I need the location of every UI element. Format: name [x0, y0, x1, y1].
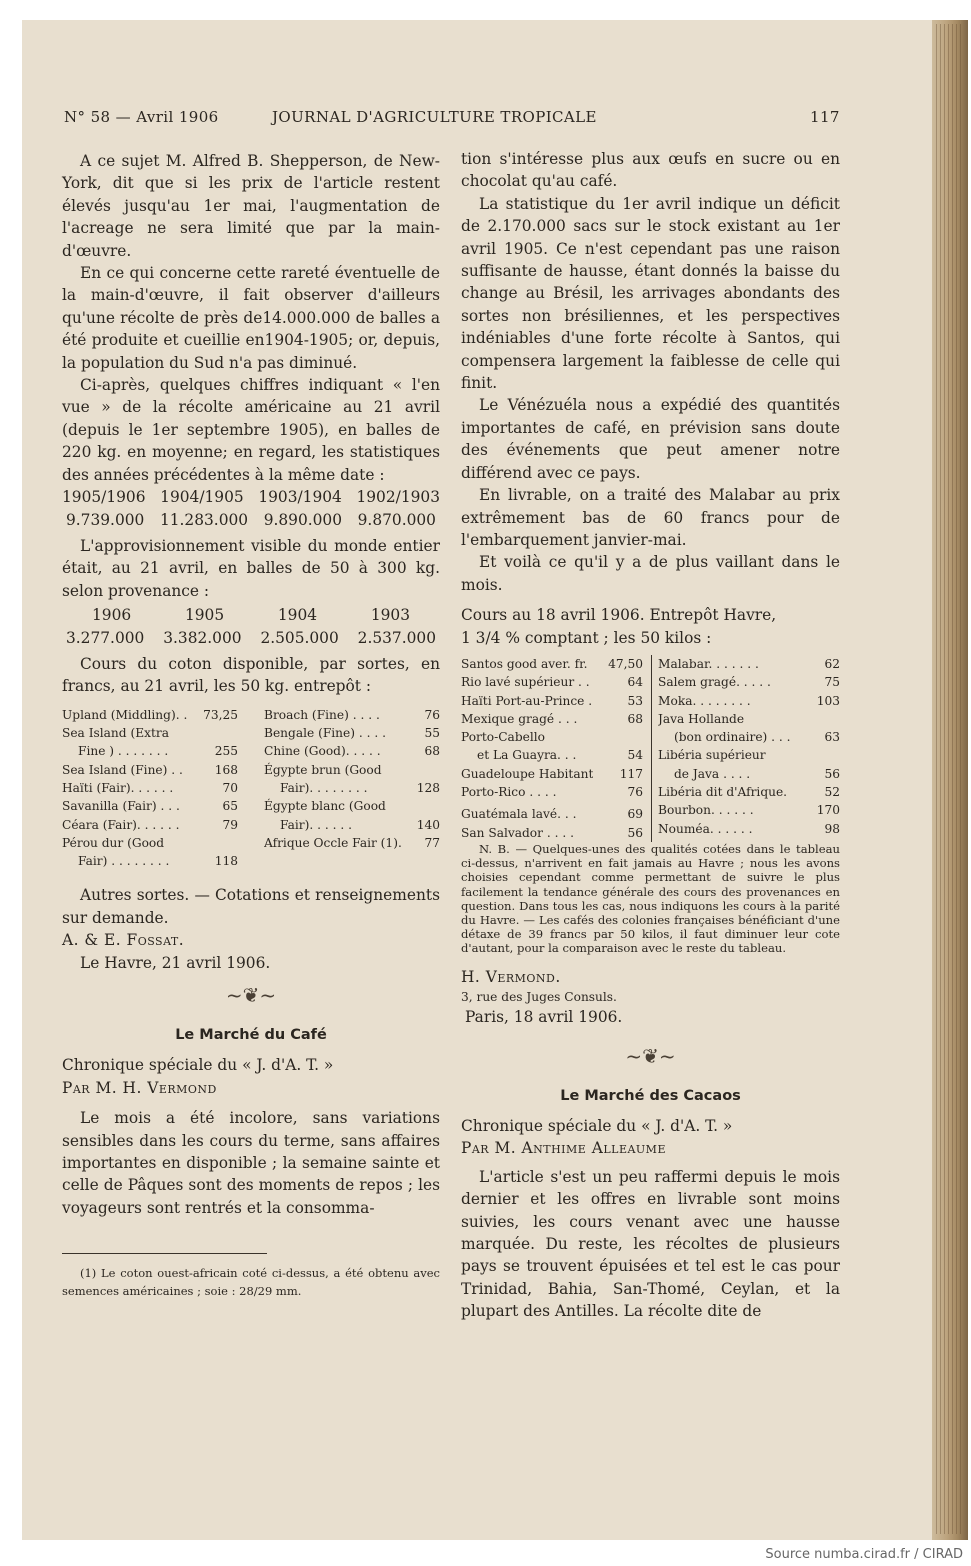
- paragraph: Le mois a été incolore, sans variations sensibles dans les cours du terme, sans affaires importantes en disponible ; la semaine sainte et celle de Pâques sont des moments de repos ; les voyageurs sont rentrés et la consomma-: [62, 1109, 440, 1217]
- table-cell: 63: [824, 730, 840, 745]
- table-cell: 76: [424, 707, 440, 722]
- table-cell: Fair) . . . . . . . .: [78, 854, 170, 869]
- supply-year: 1903: [370, 606, 410, 625]
- ornament-icon: ~❦~: [225, 983, 277, 1008]
- table-cell: Libéria dit d'Afrique.: [658, 785, 788, 800]
- supply-years-row: [62, 604, 440, 626]
- table-cell: Pérou dur (Good: [62, 835, 165, 850]
- table-cell: (bon ordinaire) . . .: [674, 730, 791, 745]
- table-cell: 64: [627, 675, 643, 690]
- crop-value: 9.870.000: [357, 510, 436, 529]
- table-cell: Fair). . . . . . . .: [280, 780, 368, 795]
- table-cell: Chine (Good). . . . .: [264, 744, 381, 759]
- table-cell: Rio lavé supérieur . .: [461, 675, 590, 690]
- cotton-table-left: [62, 706, 246, 871]
- ornament-icon: ~❦~: [625, 1043, 676, 1068]
- table-cell: 75: [824, 675, 840, 690]
- table-cell: Nouméa. . . . . .: [658, 821, 753, 836]
- table-cell: de Java . . . .: [674, 766, 751, 781]
- cotton-table-right: [246, 706, 440, 871]
- coffee-table-right: [658, 655, 840, 842]
- table-cell: Haïti (Fair). . . . . .: [62, 780, 174, 795]
- paragraph: L'approvisionnement visible du monde entier était, au 21 avril, en balles de 50 à 300 kg. selon provenance :: [62, 536, 440, 600]
- cours-line: 1 3/4 % comptant ; les 50 kilos :: [461, 628, 712, 647]
- table-cell: 117: [619, 766, 643, 781]
- table-cell: 56: [824, 766, 840, 781]
- paragraph: tion s'intéresse plus aux œufs en sucre ou en chocolat qu'au café.: [461, 150, 840, 191]
- table-cell: Broach (Fine) . . . .: [264, 707, 380, 722]
- table-cell: Santos good aver. fr.: [461, 656, 588, 671]
- source-credit: Source numba.cirad.fr / CIRAD: [765, 1547, 963, 1562]
- footnote: (1) Le coton ouest-africain coté ci-dessus, a été obtenu avec semences américaines ; soie : 28/29 mm.: [62, 1266, 440, 1299]
- table-cell: Haïti Port-au-Prince .: [461, 693, 593, 708]
- table-cell: 54: [627, 748, 643, 763]
- chronique-label: Chronique spéciale du « J. d'A. T. »: [461, 1117, 733, 1136]
- crop-year: 1905/1906: [62, 488, 146, 507]
- crop-year: 1903/1904: [258, 488, 342, 507]
- supply-value: 3.277.000: [66, 628, 145, 647]
- table-cell: 47,50: [608, 656, 643, 671]
- table-cell: Salem gragé. . . . .: [658, 675, 771, 690]
- table-cell: 170: [816, 803, 840, 818]
- crop-year: 1902/1903: [356, 488, 440, 507]
- table-cell: 55: [424, 726, 440, 741]
- coffee-price-table: [461, 655, 840, 842]
- table-cell: Céara (Fair). . . . . .: [62, 817, 180, 832]
- table-cell: Sea Island (Fine) . .: [62, 762, 183, 777]
- table-cell: Libéria supérieur: [658, 748, 766, 763]
- supply-year: 1906: [92, 606, 132, 625]
- table-cell: 118: [214, 854, 238, 869]
- table-cell: 168: [214, 762, 238, 777]
- supply-value: 2.505.000: [260, 628, 339, 647]
- paragraph: Le Vénézuéla nous a expédié des quantités importantes de café, en prévision sans doute des événements que peut amener notre différend avec ce pays.: [461, 396, 840, 482]
- cours-line: Cours au 18 avril 1906. Entrepôt Havre,: [461, 606, 777, 625]
- author-line: Par M. H. Vermond: [62, 1078, 217, 1097]
- table-cell: 77: [424, 835, 440, 850]
- paragraph: En ce qui concerne cette rareté éventuelle de la main-d'œuvre, il fait observer d'ailleurs qu'une récolte de près de14.000.000 de balles a été produite et cueillie en1904-1905; or, depuis, la population du Sud n'a pas diminué.: [62, 264, 440, 372]
- supply-value: 2.537.000: [357, 628, 436, 647]
- table-cell: Afrique Occle Fair (1).: [264, 835, 402, 850]
- left-column: [62, 150, 440, 1300]
- supply-values-row: [62, 627, 440, 649]
- table-cell: Guadeloupe Habitant: [461, 766, 594, 781]
- right-column: [461, 148, 840, 1323]
- supply-value: 3.382.000: [163, 628, 242, 647]
- table-cell: 79: [222, 817, 238, 832]
- supply-year: 1905: [184, 606, 225, 625]
- paragraph: Et voilà ce qu'il y a de plus vaillant dans le mois.: [461, 553, 840, 594]
- crop-value: 9.739.000: [66, 510, 145, 529]
- table-cell: Java Hollande: [658, 711, 745, 726]
- table-cell: 128: [416, 780, 440, 795]
- table-cell: 68: [627, 711, 643, 726]
- table-cell: San Salvador . . . .: [461, 825, 574, 840]
- table-cell: 56: [627, 825, 643, 840]
- table-cell: Upland (Middling). .: [62, 707, 188, 722]
- paragraph: Cours du coton disponible, par sortes, en francs, au 21 avril, les 50 kg. entrepôt :: [62, 654, 440, 696]
- table-cell: Fair). . . . . .: [280, 817, 352, 832]
- book-edge-pages: [936, 24, 964, 1534]
- paragraph: A ce sujet M. Alfred B. Shepperson, de New-York, dit que si les prix de l'article restent élevés jusqu'au 1er mai, l'augmentation de l'acreage ne sera limité que par la main-d'œuvre.: [62, 152, 440, 260]
- coffee-table-left: [461, 655, 645, 842]
- table-cell: Porto-Cabello: [461, 730, 545, 745]
- table-cell: 69: [627, 807, 643, 822]
- table-cell: Savanilla (Fair) . . .: [62, 799, 180, 814]
- table-cell: 65: [222, 799, 238, 814]
- table-cell: 73,25: [203, 707, 238, 722]
- supply-year: 1904: [277, 606, 318, 625]
- author-line: Par M. Anthime Alleaume: [461, 1139, 666, 1158]
- table-cell: 70: [222, 780, 238, 795]
- table-cell: 68: [424, 744, 440, 759]
- page-number: 117: [810, 108, 840, 126]
- paragraph: L'article s'est un peu raffermi depuis le mois dernier et les offres en livrable sont moins suivies, les cours venant avec une hausse marquée. Du reste, les récoltes de plusieurs pays se trouvent épuisées et tel est le cas pour Trinidad, Bahia, San-Thomé, Ceylan, et la plupart des Antilles. La récolte dite de: [461, 1167, 840, 1321]
- table-cell: Bourbon. . . . . .: [658, 803, 754, 818]
- chronique-label: Chronique spéciale du « J. d'A. T. »: [62, 1056, 334, 1075]
- table-cell: 76: [627, 785, 643, 800]
- table-cell: 255: [214, 744, 238, 759]
- paragraph: Ci-après, quelques chiffres indiquant « l'en vue » de la récolte américaine au 21 avril (depuis le 1er septembre 1905), en balles de 220 kg. en moyenne; en regard, les statistiques des années précédentes à la même date :: [62, 376, 440, 484]
- signature: A. & E. Fossat.: [62, 931, 185, 950]
- table-cell: Guatémala lavé. . .: [461, 807, 577, 822]
- table-cell: 98: [824, 821, 840, 836]
- crop-value: 11.283.000: [159, 510, 249, 529]
- issue-label: N° 58 — Avril 1906: [64, 108, 219, 126]
- nb-note: N. B. — Quelques-unes des qualités cotées dans le tableau ci-dessus, n'arrivent en fait jamais au Havre ; nous les avons choisies cependant comme permettant de suivre le plus facilement la tendance générale des cours des provenances en question. Dans tous les cas, nous indiquons les cours à la parité du Havre. — Les cafés des colonies françaises bénéficiant d'une détaxe de 39 francs par 50 kilos, il faut diminuer leur cote d'autant, pour la comparaison avec le reste du tableau.: [461, 841, 840, 956]
- table-cell: 62: [824, 656, 840, 671]
- footnote-rule: [62, 1253, 267, 1254]
- journal-title: JOURNAL D'AGRICULTURE TROPICALE: [272, 108, 597, 126]
- table-cell: Bengale (Fine) . . . .: [264, 726, 386, 741]
- section-title-cacao: Le Marché des Cacaos: [560, 1087, 741, 1104]
- table-cell: 103: [816, 693, 840, 708]
- crop-year: 1904/1905: [160, 488, 244, 507]
- table-cell: Mexique gragé . . .: [461, 711, 578, 726]
- table-cell: Égypte brun (Good: [264, 762, 382, 777]
- crop-years-row: [62, 486, 440, 508]
- section-title-cafe: Le Marché du Café: [175, 1027, 327, 1044]
- table-cell: Porto-Rico . . . .: [461, 785, 557, 800]
- table-cell: et La Guayra. . .: [477, 748, 577, 763]
- table-cell: 53: [627, 693, 643, 708]
- place-date: Le Havre, 21 avril 1906.: [80, 953, 271, 972]
- table-cell: Égypte blanc (Good: [264, 799, 386, 814]
- crop-values-row: [62, 509, 440, 531]
- other-types-note: Autres sortes. — Cotations et renseignements sur demande.: [62, 886, 440, 927]
- table-divider: [651, 655, 652, 842]
- table-cell: 140: [416, 817, 440, 832]
- address: 3, rue des Juges Consuls.: [461, 989, 617, 1004]
- table-cell: Moka. . . . . . . .: [658, 693, 751, 708]
- table-cell: Fine ) . . . . . . .: [78, 744, 169, 759]
- place-date: Paris, 18 avril 1906.: [465, 1008, 623, 1027]
- table-cell: Malabar. . . . . . .: [658, 656, 759, 671]
- signature: H. Vermond.: [461, 967, 561, 986]
- table-cell: 52: [824, 785, 840, 800]
- table-cell: Sea Island (Extra: [62, 726, 169, 741]
- crop-value: 9.890.000: [263, 510, 343, 529]
- paragraph: La statistique du 1er avril indique un déficit de 2.170.000 sacs sur le stock existant au 1er avril 1905. Ce n'est cependant pas une raison suffisante de hausse, étant donnés la baisse du change au Brésil, les arrivages abondants des sortes non brésiliennes, et les perspectives indéniables d'une forte récolte à Santos, qui compensera largement la faiblesse de celle qui finit.: [461, 194, 840, 393]
- paragraph: En livrable, on a traité des Malabar au prix extrêmement bas de 60 francs pour de l'embarquement janvier-mai.: [461, 486, 840, 549]
- cotton-price-table: [62, 706, 440, 871]
